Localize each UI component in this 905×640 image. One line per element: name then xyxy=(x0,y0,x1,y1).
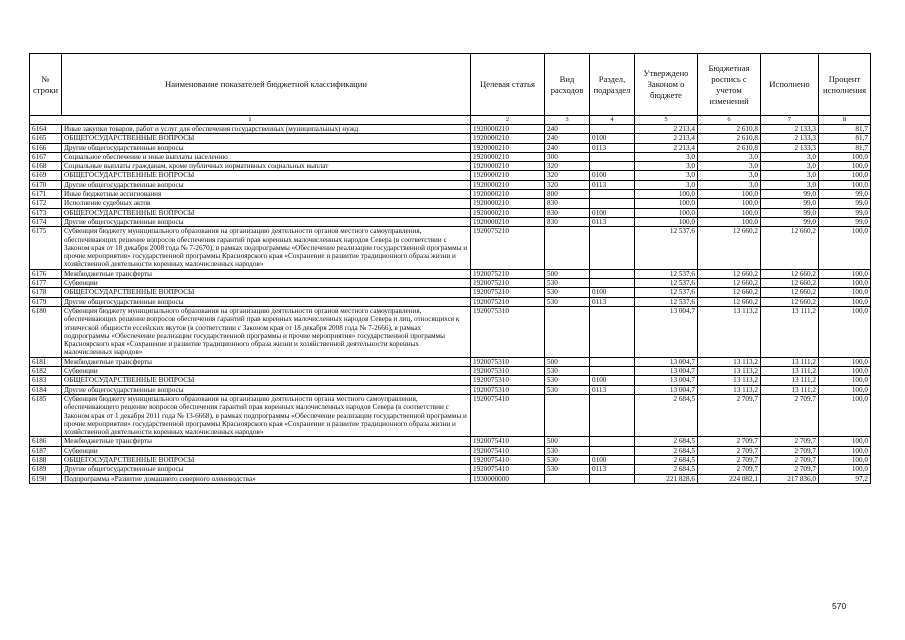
budget-roll-amount: 2 709,7 xyxy=(698,455,761,464)
section-code: 0100 xyxy=(590,208,635,217)
target-article: 1920000210 xyxy=(471,152,545,161)
target-article: 1920075410 xyxy=(471,446,545,455)
row-number: 6185 xyxy=(30,394,62,436)
execution-percent: 81,7 xyxy=(819,134,871,143)
expense-type: 500 xyxy=(545,269,590,278)
indicator-name: Субвенция бюджету муниципального образования на организацию деятельности органов местного самоуправления, обеспечивающих решение вопросов обеспечения гарантий прав коренных малочисленных народов Севера (в соответствии с Законом края от 18 декабря 2008 года № 7-2670), в рамках подпрограммы «Обеспечение реализации государственной программы и прочие мероприятия» государственной программы Красноярского края «Сохранение и развитие традиционного образа жизни и хозяйственной деятельности коренных малочисленных народов» xyxy=(62,227,471,269)
indicator-name: Субвенции xyxy=(62,367,471,376)
table-row xyxy=(30,367,871,376)
row-number: 6183 xyxy=(30,376,62,385)
table-row xyxy=(30,208,871,217)
execution-percent: 81,7 xyxy=(819,125,871,134)
table-row xyxy=(30,306,871,357)
indicator-name: ОБЩЕГОСУДАРСТВЕННЫЕ ВОПРОСЫ xyxy=(62,455,471,464)
approved-amount: 3,0 xyxy=(635,152,698,161)
table-row xyxy=(30,455,871,464)
budget-roll-amount: 2 709,7 xyxy=(698,394,761,436)
row-number: 6166 xyxy=(30,143,62,152)
expense-type: 320 xyxy=(545,180,590,189)
approved-amount: 13 004,7 xyxy=(635,306,698,357)
table-row xyxy=(30,376,871,385)
approved-amount: 100,0 xyxy=(635,217,698,226)
execution-percent: 100,0 xyxy=(819,269,871,278)
indicator-name: Субвенции xyxy=(62,446,471,455)
table-row xyxy=(30,288,871,297)
executed-amount: 217 836,0 xyxy=(761,474,819,483)
executed-amount: 2 709,7 xyxy=(761,394,819,436)
indicator-name: Иные закупки товаров, работ и услуг для обеспечения государственных (муниципальных) нужд xyxy=(62,125,471,134)
table-row xyxy=(30,437,871,446)
row-number: 6190 xyxy=(30,474,62,483)
table-row xyxy=(30,171,871,180)
approved-amount: 100,0 xyxy=(635,190,698,199)
expense-type: 240 xyxy=(545,134,590,143)
row-number: 6176 xyxy=(30,269,62,278)
execution-percent: 100,0 xyxy=(819,180,871,189)
target-article: 1920000210 xyxy=(471,208,545,217)
section-code xyxy=(590,269,635,278)
indicator-name: Другие общегосударственные вопросы xyxy=(62,180,471,189)
section-code: 0113 xyxy=(590,385,635,394)
approved-amount: 13 004,7 xyxy=(635,357,698,366)
column-number-5: 5 xyxy=(635,116,698,125)
execution-percent: 100,0 xyxy=(819,357,871,366)
table-row xyxy=(30,134,871,143)
target-article: 1920000210 xyxy=(471,190,545,199)
execution-percent: 100,0 xyxy=(819,465,871,474)
executed-amount: 3,0 xyxy=(761,180,819,189)
budget-roll-amount: 13 113,2 xyxy=(698,367,761,376)
section-code xyxy=(590,125,635,134)
target-article: 1920075310 xyxy=(471,376,545,385)
indicator-name: Межбюджетные трансферты xyxy=(62,269,471,278)
section-code xyxy=(590,357,635,366)
row-number: 6165 xyxy=(30,134,62,143)
row-number: 6172 xyxy=(30,199,62,208)
row-number: 6182 xyxy=(30,367,62,376)
approved-amount: 12 537,6 xyxy=(635,288,698,297)
approved-amount: 12 537,6 xyxy=(635,227,698,269)
indicator-name: Другие общегосударственные вопросы xyxy=(62,217,471,226)
executed-amount: 13 111,2 xyxy=(761,376,819,385)
row-number: 6189 xyxy=(30,465,62,474)
section-code xyxy=(590,152,635,161)
column-number-8: 8 xyxy=(819,116,871,125)
expense-type: 320 xyxy=(545,162,590,171)
executed-amount: 2 133,3 xyxy=(761,143,819,152)
table-row xyxy=(30,446,871,455)
executed-amount: 13 111,2 xyxy=(761,367,819,376)
approved-amount: 13 004,7 xyxy=(635,367,698,376)
target-article: 1920000210 xyxy=(471,180,545,189)
target-article: 1920000210 xyxy=(471,125,545,134)
indicator-name: ОБЩЕГОСУДАРСТВЕННЫЕ ВОПРОСЫ xyxy=(62,376,471,385)
executed-amount: 12 660,2 xyxy=(761,269,819,278)
column-number-2: 2 xyxy=(471,116,545,125)
execution-percent: 100,0 xyxy=(819,306,871,357)
header-row-number: № строки xyxy=(30,54,62,116)
row-number: 6186 xyxy=(30,437,62,446)
expense-type: 300 xyxy=(545,152,590,161)
table-row xyxy=(30,385,871,394)
budget-roll-amount: 3,0 xyxy=(698,162,761,171)
table-row xyxy=(30,269,871,278)
execution-percent: 99,0 xyxy=(819,217,871,226)
row-number: 6175 xyxy=(30,227,62,269)
executed-amount: 2 709,7 xyxy=(761,446,819,455)
budget-roll-amount: 13 113,2 xyxy=(698,385,761,394)
target-article: 1920075310 xyxy=(471,306,545,357)
target-article: 1920075210 xyxy=(471,269,545,278)
approved-amount: 12 537,6 xyxy=(635,279,698,288)
indicator-name: Исполнение судебных актов xyxy=(62,199,471,208)
indicator-name: Субвенции xyxy=(62,279,471,288)
execution-percent: 100,0 xyxy=(819,171,871,180)
row-number: 6170 xyxy=(30,180,62,189)
expense-type: 530 xyxy=(545,465,590,474)
budget-roll-amount: 13 113,2 xyxy=(698,306,761,357)
approved-amount: 2 684,5 xyxy=(635,394,698,436)
row-number: 6179 xyxy=(30,297,62,306)
expense-type xyxy=(545,227,590,269)
expense-type xyxy=(545,394,590,436)
row-number: 6180 xyxy=(30,306,62,357)
header-executed: Исполнено xyxy=(761,54,819,116)
expense-type: 530 xyxy=(545,288,590,297)
approved-amount: 2 684,5 xyxy=(635,455,698,464)
row-number: 6174 xyxy=(30,217,62,226)
budget-roll-amount: 2 709,7 xyxy=(698,465,761,474)
approved-amount: 2 684,5 xyxy=(635,446,698,455)
executed-amount: 12 660,2 xyxy=(761,279,819,288)
execution-percent: 100,0 xyxy=(819,376,871,385)
executed-amount: 99,0 xyxy=(761,217,819,226)
expense-type: 800 xyxy=(545,190,590,199)
section-code: 0100 xyxy=(590,455,635,464)
budget-roll-amount: 13 113,2 xyxy=(698,376,761,385)
expense-type: 530 xyxy=(545,279,590,288)
target-article: 1920075410 xyxy=(471,437,545,446)
section-code: 0113 xyxy=(590,297,635,306)
execution-percent: 97,2 xyxy=(819,474,871,483)
budget-roll-amount: 100,0 xyxy=(698,190,761,199)
target-article: 1920000210 xyxy=(471,143,545,152)
executed-amount: 99,0 xyxy=(761,190,819,199)
approved-amount: 2 213,4 xyxy=(635,143,698,152)
header-target-article: Целевая статья xyxy=(471,54,545,116)
expense-type: 830 xyxy=(545,208,590,217)
target-article: 1920075410 xyxy=(471,455,545,464)
approved-amount: 100,0 xyxy=(635,199,698,208)
budget-roll-amount: 3,0 xyxy=(698,152,761,161)
executed-amount: 2 709,7 xyxy=(761,437,819,446)
approved-amount: 12 537,6 xyxy=(635,297,698,306)
execution-percent: 100,0 xyxy=(819,288,871,297)
row-number: 6168 xyxy=(30,162,62,171)
execution-percent: 100,0 xyxy=(819,297,871,306)
section-code xyxy=(590,394,635,436)
budget-roll-amount: 12 660,2 xyxy=(698,297,761,306)
execution-percent: 100,0 xyxy=(819,227,871,269)
indicator-name: Другие общегосударственные вопросы xyxy=(62,385,471,394)
indicator-name: Социальные выплаты гражданам, кроме публичных нормативных социальных выплат xyxy=(62,162,471,171)
column-number-7: 7 xyxy=(761,116,819,125)
target-article: 1920075210 xyxy=(471,288,545,297)
executed-amount: 3,0 xyxy=(761,162,819,171)
execution-percent: 99,0 xyxy=(819,208,871,217)
executed-amount: 13 111,2 xyxy=(761,357,819,366)
indicator-name: Субвенция бюджету муниципального образования на организацию деятельности органа местного самоуправления, обеспечивающего решение вопросов обеспечения гарантий прав коренных малочисленных народов Севера (в соответствии с Законом края от 1 декабря 2011 года № 13-6668), в рамках подпрограммы «Обеспечение реализации государственной программы и прочие мероприятия» государственной программы Красноярского края «Сохранение и развитие традиционного образа жизни и хозяйственной деятельности коренных малочисленных народов» xyxy=(62,394,471,436)
page-number: 570 xyxy=(832,601,847,611)
execution-percent: 100,0 xyxy=(819,455,871,464)
approved-amount: 13 004,7 xyxy=(635,376,698,385)
section-code: 0113 xyxy=(590,143,635,152)
budget-roll-amount: 13 113,2 xyxy=(698,357,761,366)
approved-amount: 13 004,7 xyxy=(635,385,698,394)
executed-amount: 2 709,7 xyxy=(761,465,819,474)
executed-amount: 99,0 xyxy=(761,199,819,208)
expense-type: 240 xyxy=(545,125,590,134)
section-code xyxy=(590,190,635,199)
column-number-1: 1 xyxy=(30,116,471,125)
budget-roll-amount: 3,0 xyxy=(698,171,761,180)
approved-amount: 3,0 xyxy=(635,171,698,180)
budget-roll-amount: 2 610,8 xyxy=(698,143,761,152)
table-row xyxy=(30,217,871,226)
section-code xyxy=(590,306,635,357)
indicator-name: Субвенция бюджету муниципального образования на организацию деятельности органов местного самоуправления, обеспечивающих решение вопросов обеспечения гарантий прав коренных малочисленных народов Севера и лиц, относящихся к этнической общности ессейских якутов (в соответствии с Законом края от 18 декабря 2008 года № 7-2666), в рамках подпрограммы «Обеспечение реализации государственной программы и прочие мероприятия» государственной программы Красноярского края «Сохранение и развитие традиционного образа жизни и хозяйственной деятельности коренных малочисленных народов» xyxy=(62,306,471,357)
expense-type: 500 xyxy=(545,357,590,366)
table-body xyxy=(30,125,871,484)
indicator-name: ОБЩЕГОСУДАРСТВЕННЫЕ ВОПРОСЫ xyxy=(62,171,471,180)
target-article: 1920075210 xyxy=(471,227,545,269)
section-code xyxy=(590,162,635,171)
target-article: 1920075310 xyxy=(471,367,545,376)
table-row xyxy=(30,465,871,474)
table-row xyxy=(30,162,871,171)
target-article: 1920075210 xyxy=(471,279,545,288)
budget-table-container xyxy=(29,53,870,484)
target-article: 1920000210 xyxy=(471,134,545,143)
executed-amount: 3,0 xyxy=(761,152,819,161)
section-code xyxy=(590,446,635,455)
header-indicator-name: Наименование показателей бюджетной классификации xyxy=(62,54,471,116)
target-article: 1920075310 xyxy=(471,357,545,366)
table-row xyxy=(30,474,871,483)
executed-amount: 2 133,3 xyxy=(761,125,819,134)
indicator-name: Другие общегосударственные вопросы xyxy=(62,297,471,306)
budget-roll-amount: 2 610,8 xyxy=(698,134,761,143)
table-row xyxy=(30,152,871,161)
expense-type: 530 xyxy=(545,367,590,376)
indicator-name: Социальное обеспечение и иные выплаты населению xyxy=(62,152,471,161)
section-code: 0100 xyxy=(590,171,635,180)
target-article: 1920075410 xyxy=(471,465,545,474)
budget-roll-amount: 3,0 xyxy=(698,180,761,189)
budget-roll-amount: 100,0 xyxy=(698,217,761,226)
indicator-name: Межбюджетные трансферты xyxy=(62,357,471,366)
budget-roll-amount: 12 660,2 xyxy=(698,279,761,288)
execution-percent: 100,0 xyxy=(819,394,871,436)
section-code xyxy=(590,227,635,269)
expense-type: 530 xyxy=(545,455,590,464)
expense-type: 830 xyxy=(545,199,590,208)
column-number-4: 4 xyxy=(590,116,635,125)
target-article: 1920000210 xyxy=(471,199,545,208)
section-code: 0113 xyxy=(590,180,635,189)
section-code: 0113 xyxy=(590,465,635,474)
executed-amount: 13 111,2 xyxy=(761,385,819,394)
expense-type: 500 xyxy=(545,437,590,446)
budget-roll-amount: 12 660,2 xyxy=(698,227,761,269)
approved-amount: 2 684,5 xyxy=(635,437,698,446)
table-row xyxy=(30,180,871,189)
row-number: 6164 xyxy=(30,125,62,134)
execution-percent: 100,0 xyxy=(819,367,871,376)
approved-amount: 2 684,5 xyxy=(635,465,698,474)
target-article: 1920000210 xyxy=(471,162,545,171)
approved-amount: 100,0 xyxy=(635,208,698,217)
row-number: 6187 xyxy=(30,446,62,455)
section-code xyxy=(590,437,635,446)
section-code: 0100 xyxy=(590,288,635,297)
row-number: 6188 xyxy=(30,455,62,464)
row-number: 6171 xyxy=(30,190,62,199)
header-row xyxy=(30,54,871,116)
approved-amount: 3,0 xyxy=(635,162,698,171)
section-code xyxy=(590,279,635,288)
table-row xyxy=(30,125,871,134)
target-article: 1920075310 xyxy=(471,385,545,394)
approved-amount: 3,0 xyxy=(635,180,698,189)
budget-roll-amount: 100,0 xyxy=(698,199,761,208)
budget-roll-amount: 100,0 xyxy=(698,208,761,217)
header-approved: Утверждено Законом о бюджете xyxy=(635,54,698,116)
approved-amount: 12 537,6 xyxy=(635,269,698,278)
row-number: 6178 xyxy=(30,288,62,297)
budget-roll-amount: 2 610,8 xyxy=(698,125,761,134)
expense-type: 530 xyxy=(545,446,590,455)
execution-percent: 100,0 xyxy=(819,152,871,161)
indicator-name: Другие общегосударственные вопросы xyxy=(62,143,471,152)
indicator-name: Другие общегосударственные вопросы xyxy=(62,465,471,474)
budget-roll-amount: 12 660,2 xyxy=(698,288,761,297)
header-expense-type: Вид расходов xyxy=(545,54,590,116)
executed-amount: 13 111,2 xyxy=(761,306,819,357)
budget-roll-amount: 12 660,2 xyxy=(698,269,761,278)
indicator-name: ОБЩЕГОСУДАРСТВЕННЫЕ ВОПРОСЫ xyxy=(62,288,471,297)
table-row xyxy=(30,227,871,269)
target-article: 1930000000 xyxy=(471,474,545,483)
approved-amount: 2 213,4 xyxy=(635,125,698,134)
expense-type: 830 xyxy=(545,217,590,226)
expense-type xyxy=(545,306,590,357)
header-percent: Процент исполнения xyxy=(819,54,871,116)
header-budget-roll: Бюджетная роспись с учетом изменений xyxy=(698,54,761,116)
expense-type: 530 xyxy=(545,385,590,394)
execution-percent: 100,0 xyxy=(819,279,871,288)
expense-type: 530 xyxy=(545,297,590,306)
execution-percent: 100,0 xyxy=(819,437,871,446)
table-header xyxy=(30,54,871,125)
execution-percent: 100,0 xyxy=(819,385,871,394)
expense-type: 320 xyxy=(545,171,590,180)
indicator-name: Иные бюджетные ассигнования xyxy=(62,190,471,199)
section-code xyxy=(590,474,635,483)
row-number: 6173 xyxy=(30,208,62,217)
execution-percent: 99,0 xyxy=(819,190,871,199)
execution-percent: 99,0 xyxy=(819,199,871,208)
target-article: 1920000210 xyxy=(471,217,545,226)
table-row xyxy=(30,357,871,366)
budget-roll-amount: 2 709,7 xyxy=(698,446,761,455)
executed-amount: 12 660,2 xyxy=(761,288,819,297)
section-code: 0100 xyxy=(590,376,635,385)
execution-percent: 100,0 xyxy=(819,446,871,455)
column-number-row xyxy=(30,116,871,125)
executed-amount: 12 660,2 xyxy=(761,227,819,269)
execution-percent: 81,7 xyxy=(819,143,871,152)
table-row xyxy=(30,297,871,306)
column-number-3: 3 xyxy=(545,116,590,125)
expense-type xyxy=(545,474,590,483)
section-code: 0100 xyxy=(590,134,635,143)
approved-amount: 221 828,6 xyxy=(635,474,698,483)
table-row xyxy=(30,394,871,436)
section-code xyxy=(590,199,635,208)
section-code xyxy=(590,367,635,376)
executed-amount: 2 709,7 xyxy=(761,455,819,464)
budget-roll-amount: 224 082,1 xyxy=(698,474,761,483)
indicator-name: Подпрограмма «Развитие домашнего северного оленеводства» xyxy=(62,474,471,483)
indicator-name: ОБЩЕГОСУДАРСТВЕННЫЕ ВОПРОСЫ xyxy=(62,134,471,143)
execution-percent: 100,0 xyxy=(819,162,871,171)
row-number: 6177 xyxy=(30,279,62,288)
row-number: 6181 xyxy=(30,357,62,366)
executed-amount: 99,0 xyxy=(761,208,819,217)
indicator-name: Межбюджетные трансферты xyxy=(62,437,471,446)
expense-type: 530 xyxy=(545,376,590,385)
budget-execution-table xyxy=(29,53,871,484)
table-row xyxy=(30,143,871,152)
row-number: 6184 xyxy=(30,385,62,394)
executed-amount: 2 133,3 xyxy=(761,134,819,143)
row-number: 6167 xyxy=(30,152,62,161)
column-number-6: 6 xyxy=(698,116,761,125)
indicator-name: ОБЩЕГОСУДАРСТВЕННЫЕ ВОПРОСЫ xyxy=(62,208,471,217)
row-number: 6169 xyxy=(30,171,62,180)
approved-amount: 2 213,4 xyxy=(635,134,698,143)
table-row xyxy=(30,279,871,288)
target-article: 1920075410 xyxy=(471,394,545,436)
table-row xyxy=(30,190,871,199)
target-article: 1920000210 xyxy=(471,171,545,180)
section-code: 0113 xyxy=(590,217,635,226)
expense-type: 240 xyxy=(545,143,590,152)
target-article: 1920075210 xyxy=(471,297,545,306)
executed-amount: 12 660,2 xyxy=(761,297,819,306)
executed-amount: 3,0 xyxy=(761,171,819,180)
table-row xyxy=(30,199,871,208)
budget-roll-amount: 2 709,7 xyxy=(698,437,761,446)
header-section: Раздел, подраздел xyxy=(590,54,635,116)
